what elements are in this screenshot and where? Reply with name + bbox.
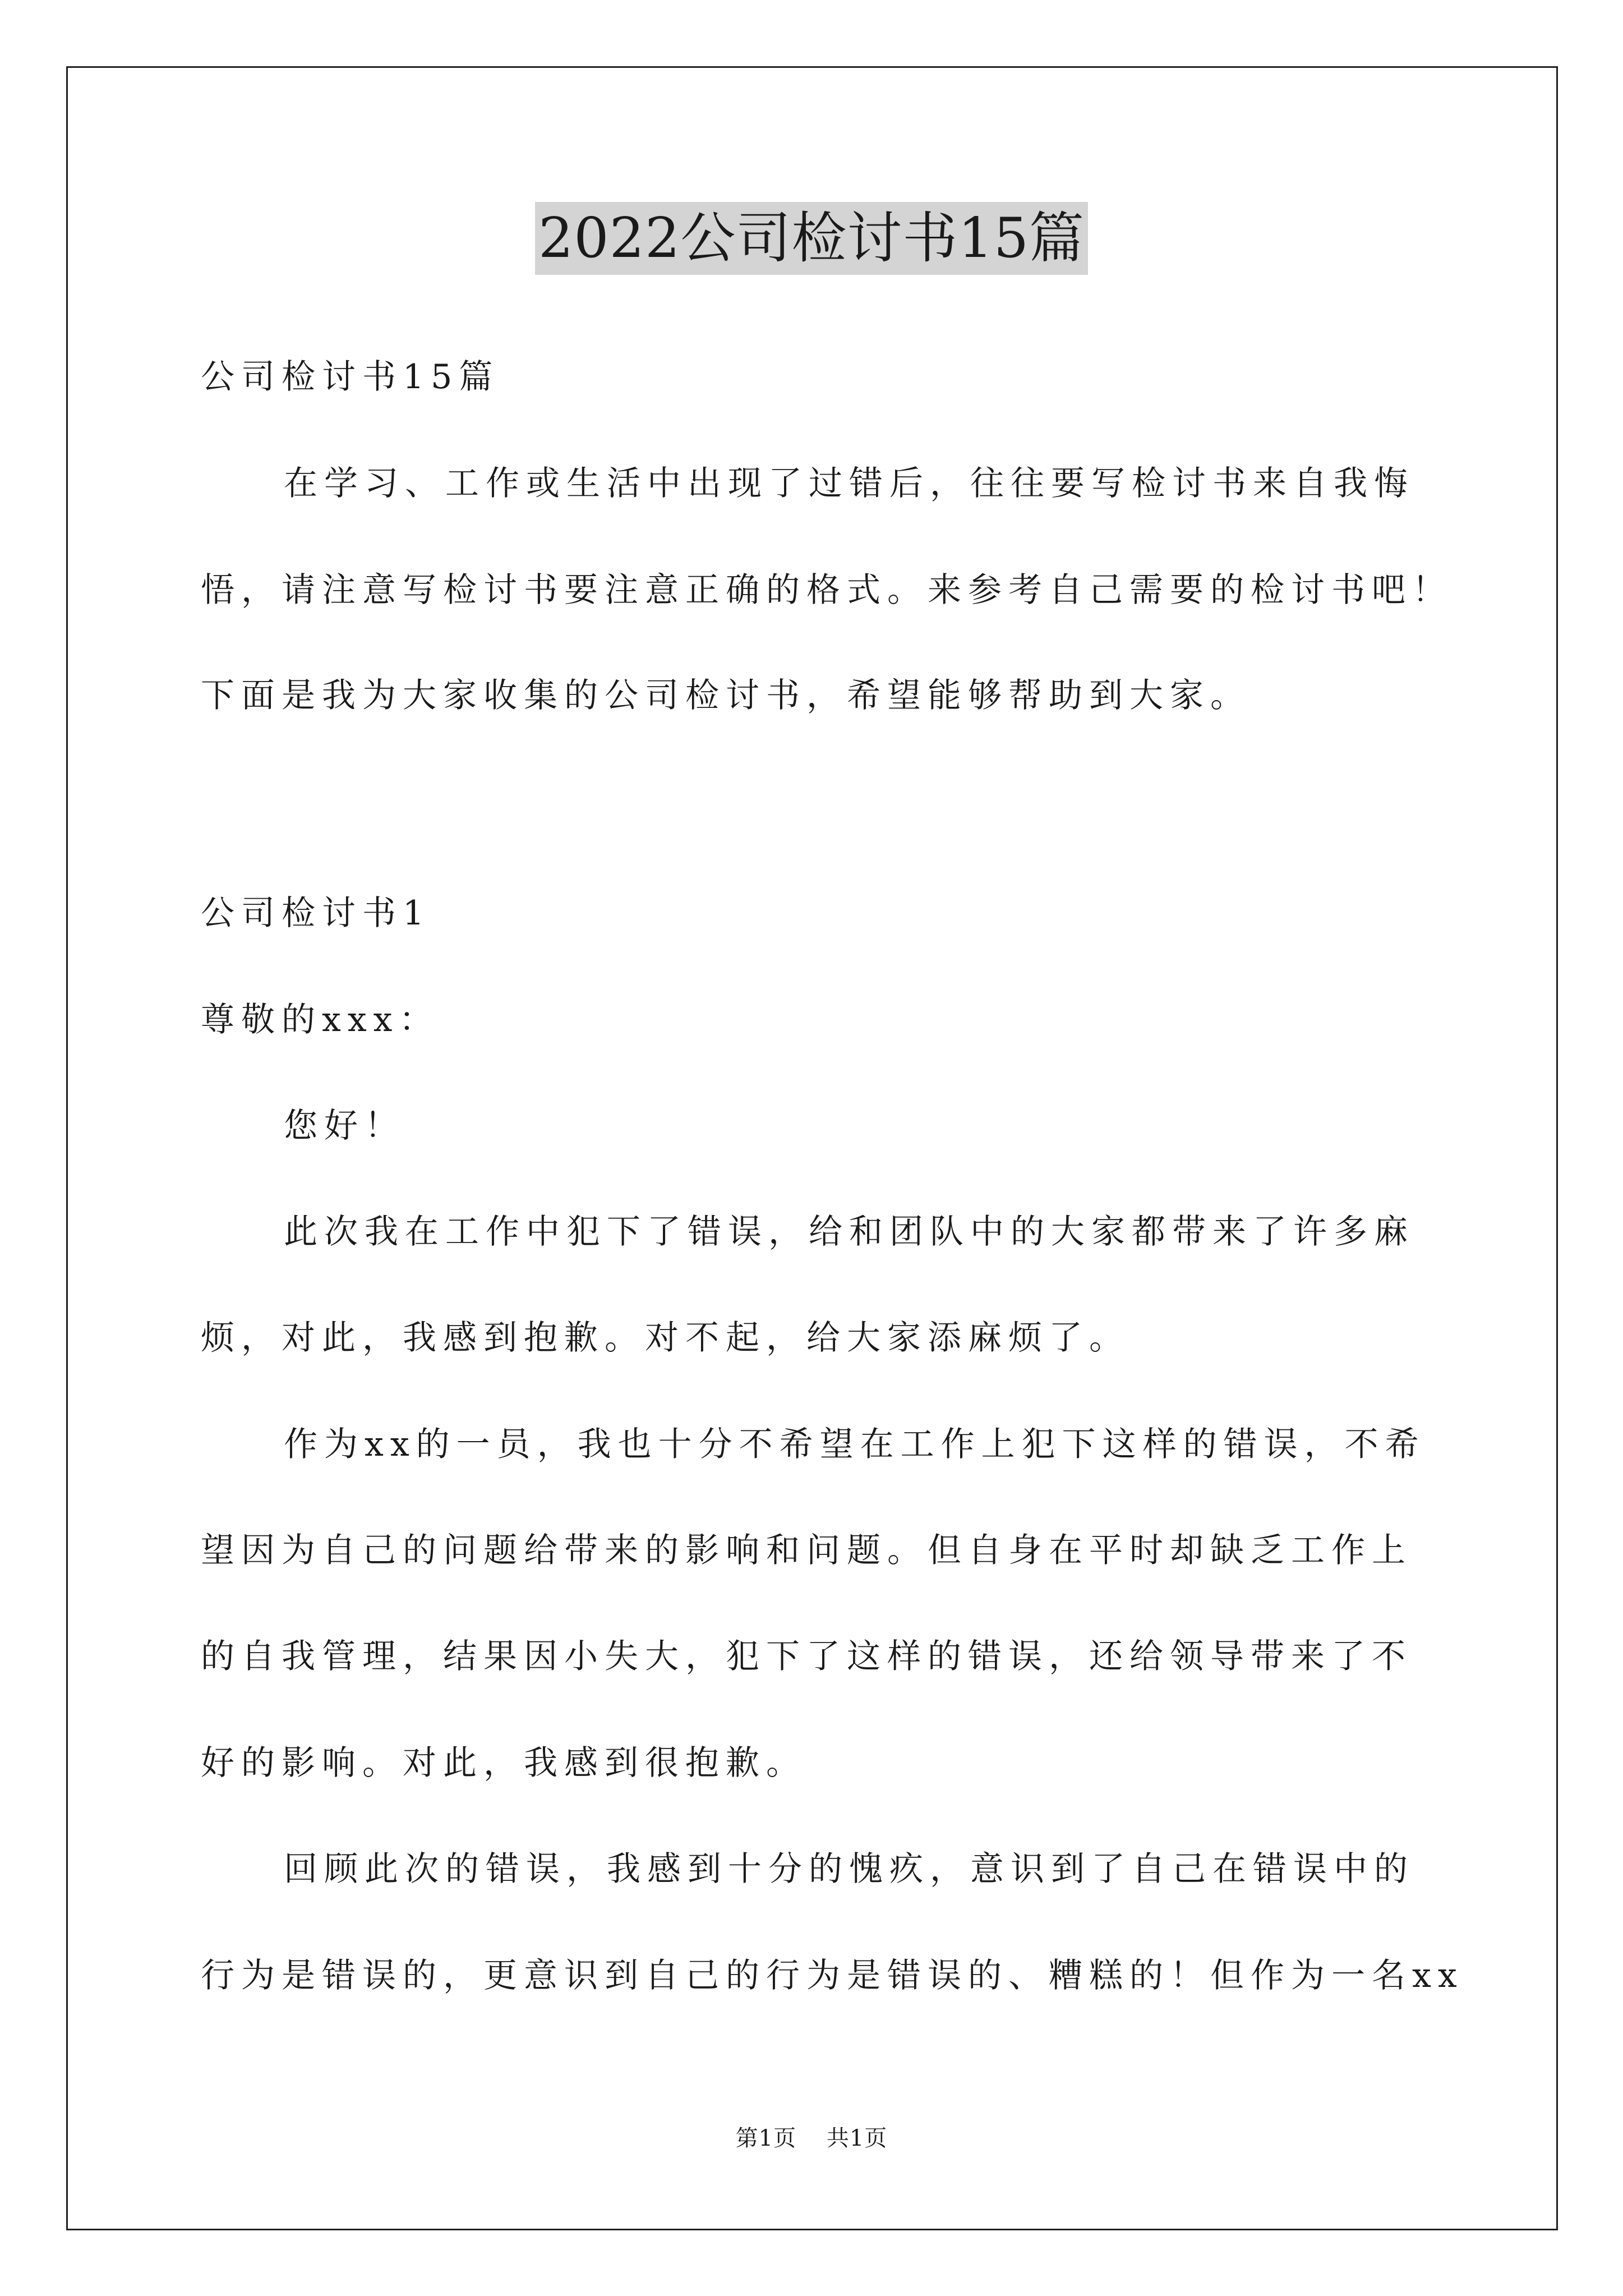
title-container — [0, 202, 1623, 275]
text-line: 您好！ — [284, 1106, 405, 1145]
text-line: 的自我管理，结果因小失大，犯下了这样的错误，还给领导带来了不 — [201, 1637, 1412, 1676]
page-number: 第1页 — [735, 2125, 797, 2151]
text-line: 公司检讨书15篇 — [201, 357, 500, 397]
page-total: 共1页 — [826, 2125, 888, 2151]
text-line: 下面是我为大家收集的公司检讨书，希望能够帮助到大家。 — [201, 676, 1251, 715]
text-line: 在学习、工作或生活中出现了过错后，往往要写检讨书来自我悔 — [284, 464, 1414, 503]
document-title: 2022公司检讨书15篇 — [535, 202, 1088, 275]
text-line: 公司检讨书1 — [201, 894, 431, 933]
text-line: 回顾此次的错误，我感到十分的愧疚，意识到了自己在错误中的 — [284, 1849, 1414, 1889]
text-line: 作为xx的一员，我也十分不希望在工作上犯下这样的错误，不希 — [284, 1425, 1426, 1464]
text-line: 望因为自己的问题给带来的影响和问题。但自身在平时却缺乏工作上 — [201, 1531, 1412, 1570]
text-line: 行为是错误的，更意识到自己的行为是错误的、糟糕的！但作为一名xx — [201, 1956, 1464, 1995]
text-line: 好的影响。对此，我感到很抱歉。 — [201, 1743, 806, 1783]
text-line: 悟，请注意写检讨书要注意正确的格式。来参考自己需要的检讨书吧！ — [201, 570, 1453, 610]
text-line: 此次我在工作中犯下了错误，给和团队中的大家都带来了许多麻 — [284, 1212, 1414, 1251]
text-line: 尊敬的xxx： — [201, 1000, 440, 1039]
text-line: 烦，对此，我感到抱歉。对不起，给大家添麻烦了。 — [201, 1318, 1129, 1358]
page-footer — [0, 2120, 1623, 2152]
